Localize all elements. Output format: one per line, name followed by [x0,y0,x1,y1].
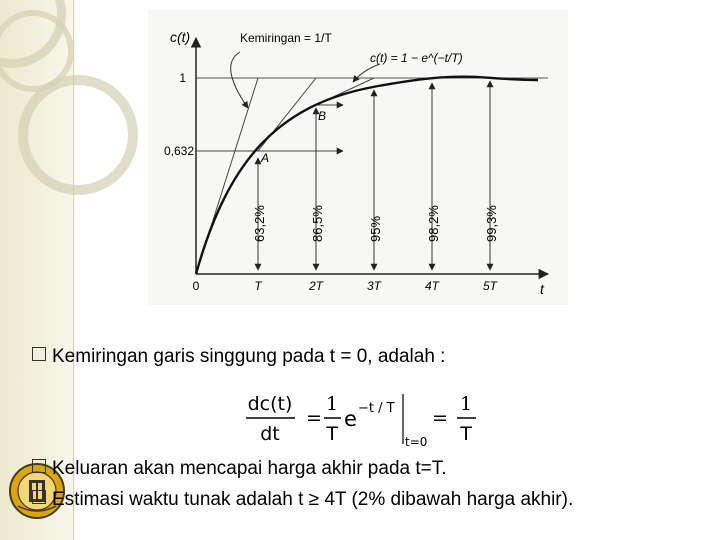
percent-label-2T: 86,5% [310,205,325,242]
percent-label-5T: 99,3% [484,205,499,242]
formula-mid-numerator: 1 [325,393,339,415]
x-tick-4T: 4T [424,279,440,293]
figure-background [148,10,568,305]
decorative-ring [18,75,138,195]
point-b-label: B [318,109,327,123]
bullet-text: Keluaran akan mencapai harga akhir pada t=T. [52,458,447,479]
y-tick-1: 1 [179,71,186,85]
bullet-item [32,489,573,511]
formula-rhs-numerator: 1 [459,393,473,415]
bullet-marker-icon [32,459,46,473]
y-tick-632: 0,632 [163,144,194,158]
slope-formula [240,388,490,450]
percent-label-4T: 98,2% [426,205,441,242]
x-tick-5T: 5T [482,279,498,293]
formula-exponent: −t / T [358,401,395,416]
x-tick-3T: 3T [366,279,382,293]
formula-lhs-numerator: dc(t) [247,393,293,415]
formula-lhs-denominator: dt [260,423,280,445]
step-response-figure [148,10,568,305]
formula-rhs-denominator: T [460,423,472,445]
curve-annotation: c(t) = 1 − e^(−t/T) [370,51,463,65]
bullet-marker-icon [32,490,46,504]
formula-equals-1: = [306,407,322,429]
y-axis-label: c(t) [170,29,191,45]
formula-exp-base: e [344,407,357,431]
slope-annotation: Kemiringan = 1/T [240,31,332,45]
formula-mid-denominator: T [326,423,338,445]
formula-eval-point: t=0 [405,435,428,449]
bullet-item [32,458,447,480]
bullet-item [32,346,445,368]
x-axis-label: t [540,281,544,297]
point-a-label: A [261,151,270,165]
percent-label-3T: 95% [368,215,383,242]
percent-label-T: 63,2% [252,205,267,242]
formula-equals-2: = [432,407,448,429]
bullet-text: Kemiringan garis singgung pada t = 0, adalah : [52,346,446,367]
x-tick-0: 0 [192,279,200,293]
x-tick-T: T [254,279,262,293]
bullet-text: Estimasi waktu tunak adalah t ≥ 4T (2% dibawah harga akhir). [52,489,574,510]
x-tick-2T: 2T [308,279,324,293]
bullet-marker-icon [32,347,46,361]
